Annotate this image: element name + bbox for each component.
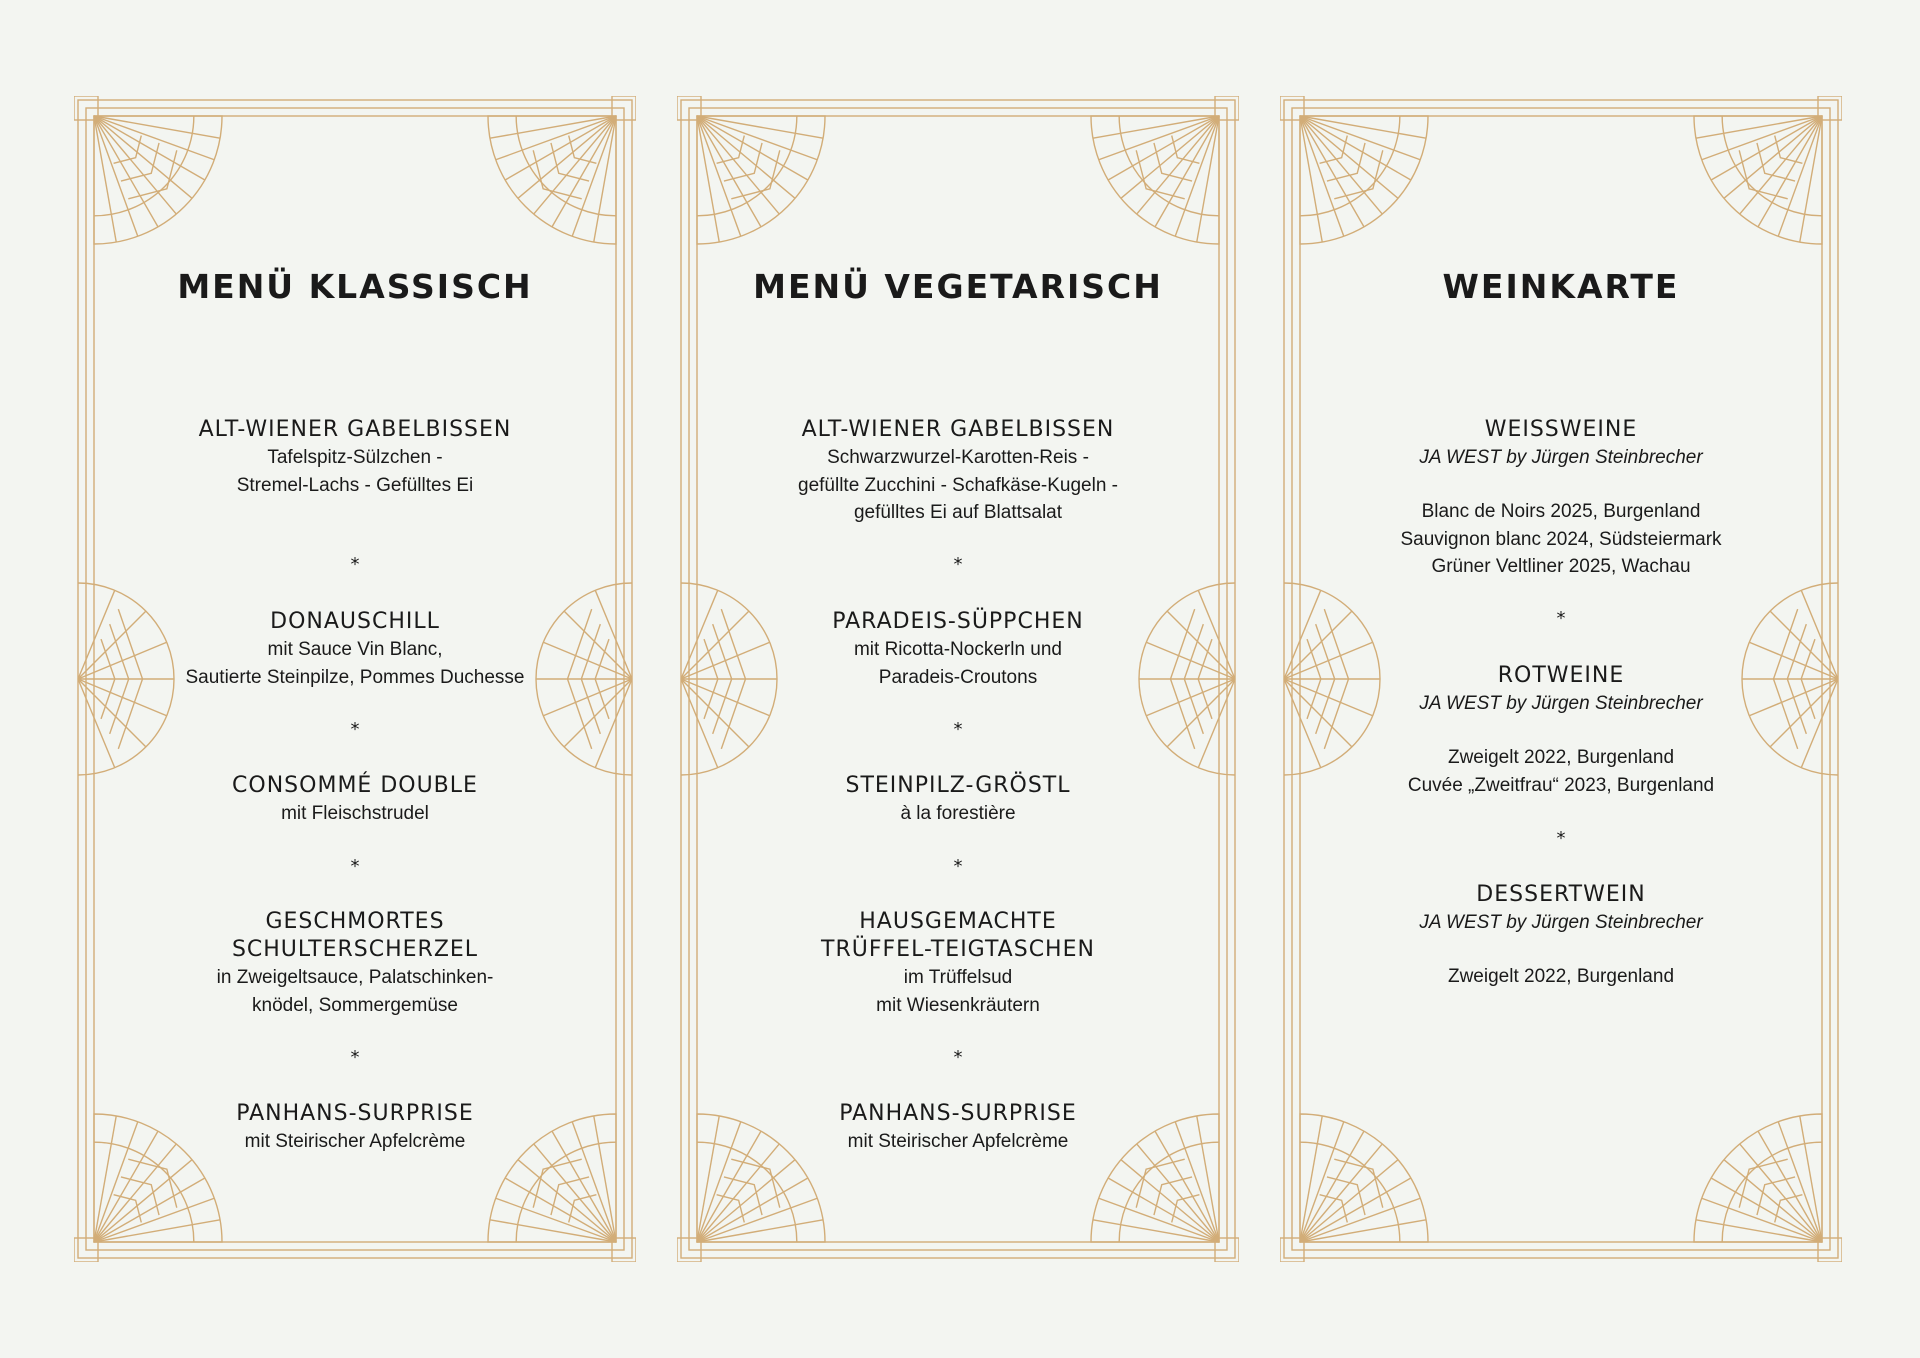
course-item	[747, 908, 1169, 1019]
course-separator: *	[350, 554, 360, 575]
panel-classic-menu	[74, 96, 636, 1262]
section-separator: *	[1556, 828, 1566, 849]
course-name: PARADEIS-SÜPPCHEN	[832, 609, 1084, 634]
wine-producer: JA WEST by Jürgen Steinbrecher	[1419, 912, 1703, 933]
course-item	[144, 416, 566, 499]
course-separator: *	[350, 856, 360, 877]
course-description: in Zweigeltsauce, Palatschinken- knödel, Sommergemüse	[216, 967, 494, 1016]
panel-wine-list	[1280, 96, 1842, 1262]
course-name: GESCHMORTES SCHULTERSCHERZEL	[231, 909, 479, 962]
panel-title: WEINKARTE	[1442, 267, 1680, 306]
wine-section	[1350, 662, 1772, 799]
course-name: PANHANS-SURPRISE	[839, 1101, 1077, 1126]
course-item	[747, 608, 1169, 691]
wine-section-name: ROTWEINE	[1497, 663, 1625, 688]
course-separator: *	[350, 719, 360, 740]
wine-list: Zweigelt 2022, Burgenland Cuvée „Zweitfrau“ 2023, Burgenland	[1407, 747, 1715, 796]
course-separator: *	[953, 1047, 963, 1068]
course-description: im Trüffelsud mit Wiesenkräutern	[876, 967, 1040, 1016]
panel-title: MENÜ KLASSISCH	[177, 267, 533, 306]
wine-list: Zweigelt 2022, Burgenland	[1447, 966, 1675, 987]
wine-section-name: WEISSWEINE	[1484, 417, 1638, 442]
wine-producer: JA WEST by Jürgen Steinbrecher	[1419, 447, 1703, 468]
course-item	[747, 772, 1169, 828]
panel-vegetarian-menu	[677, 96, 1239, 1262]
wine-section	[1350, 881, 1772, 991]
course-name: STEINPILZ-GRÖSTL	[845, 773, 1071, 798]
panel-title: MENÜ VEGETARISCH	[753, 267, 1163, 306]
wine-section	[1350, 416, 1772, 581]
course-separator: *	[953, 856, 963, 877]
course-description: mit Ricotta-Nockerln und Paradeis-Croutons	[853, 639, 1063, 688]
course-description: mit Steirischer Apfelcrème	[244, 1131, 466, 1152]
course-name: HAUSGEMACHTE TRÜFFEL-TEIGTASCHEN	[821, 909, 1095, 962]
course-separator: *	[953, 554, 963, 575]
course-item	[747, 416, 1169, 527]
course-item	[144, 1100, 566, 1156]
wine-producer: JA WEST by Jürgen Steinbrecher	[1419, 693, 1703, 714]
course-description: mit Steirischer Apfelcrème	[847, 1131, 1069, 1152]
course-item	[144, 908, 566, 1019]
wine-section-name: DESSERTWEIN	[1476, 882, 1646, 907]
course-description: à la forestière	[900, 803, 1016, 824]
course-name: ALT-WIENER GABELBISSEN	[801, 417, 1115, 442]
course-name: DONAUSCHILL	[270, 609, 440, 634]
course-name: CONSOMMÉ DOUBLE	[232, 773, 478, 798]
course-description: Schwarzwurzel-Karotten-Reis - gefüllte Zucchini - Schafkäse-Kugeln - gefülltes Ei auf Blattsalat	[798, 447, 1118, 523]
course-description: mit Fleischstrudel	[281, 803, 429, 824]
course-item	[747, 1100, 1169, 1156]
section-separator: *	[1556, 608, 1566, 629]
course-description: mit Sauce Vin Blanc, Sautierte Steinpilze, Pommes Duchesse	[185, 639, 525, 688]
course-name: ALT-WIENER GABELBISSEN	[198, 417, 512, 442]
course-item	[144, 608, 566, 691]
course-description: Tafelspitz-Sülzchen - Stremel-Lachs - Gefülltes Ei	[236, 447, 474, 496]
course-name: PANHANS-SURPRISE	[236, 1101, 474, 1126]
wine-list: Blanc de Noirs 2025, Burgenland Sauvignon blanc 2024, Südsteiermark Grüner Veltliner 2025, Wachau	[1400, 501, 1722, 577]
course-separator: *	[350, 1047, 360, 1068]
course-separator: *	[953, 719, 963, 740]
course-item	[144, 772, 566, 828]
